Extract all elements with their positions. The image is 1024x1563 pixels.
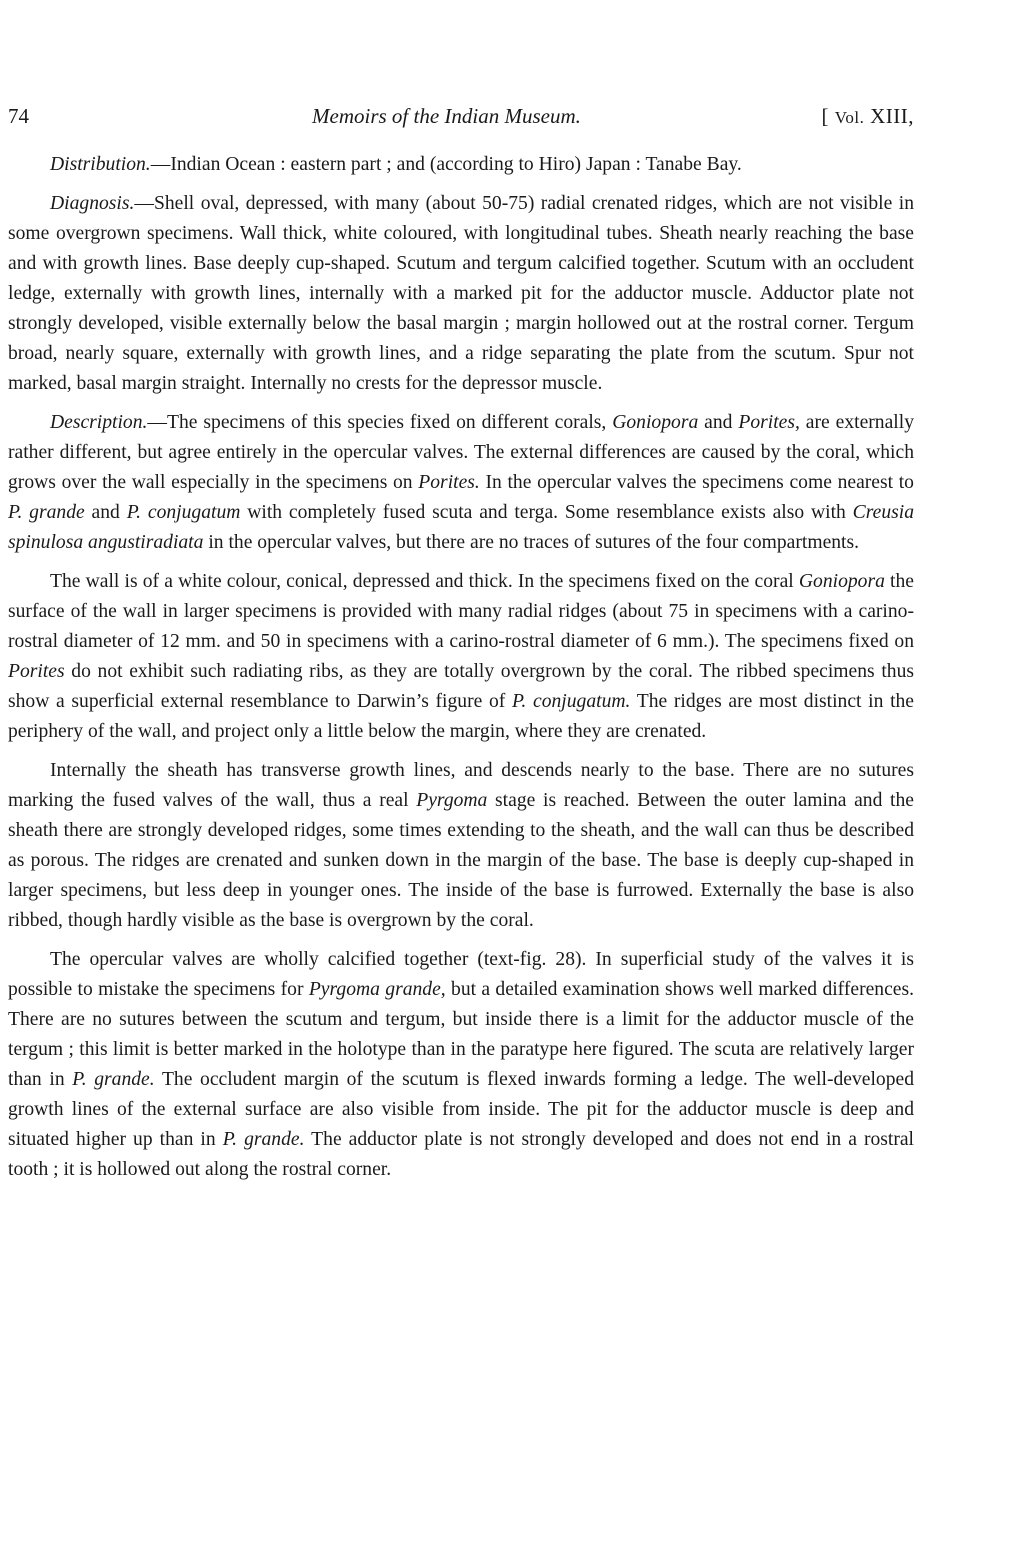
text-run: do not exhibit such radiating ribs, as they are totally overgrown by the coral. The ribbed specimens thus show a superficial external resemblance to Darwin’s figure of xyxy=(8,661,914,712)
page-number: 74 xyxy=(8,104,29,128)
taxon-name: Creusia spinulosa angustiradiata xyxy=(8,502,914,553)
text-run: stage is reached. Between the outer lamina and the sheath there are strongly developed ridges, some times extending to the sheath, and the wall can thus be described as porous. The ridges are crenated and sunken down in the margin of the base. The base is deeply cup-shaped in larger specimens, but less deep in younger ones. The inside of the base is furrowed. Externally the base is also ribbed, though hardly visible as the base is overgrown by the coral. xyxy=(8,790,914,931)
paragraph-distribution xyxy=(8,150,914,180)
text-run: with completely fused scuta and terga. Some resemblance exists also with xyxy=(240,502,853,523)
paragraph-diagnosis xyxy=(8,189,914,399)
text-run: In the opercular valves the specimens come nearest to xyxy=(479,472,914,493)
taxon-name: P. grande xyxy=(8,502,85,523)
text-run: and xyxy=(698,412,739,433)
paragraph-wall xyxy=(8,567,914,747)
diagnosis-text: —Shell oval, depressed, with many (about 50-75) radial crenated ridges, which are not visible in some overgrown specimens. Wall thick, white coloured, with longitudinal tubes. Sheath nearly reaching the base and with growth lines. Base deeply cup-shaped. Scutum and tergum calcified together. Scutum with an occludent ledge, externally with growth lines, internally with a marked pit for the adductor muscle. Adductor plate not strongly developed, visible externally below the basal margin ; margin hollowed out at the rostral corner. Tergum broad, nearly square, externally with growth lines, and a ridge separating the plate from the scutum. Spur not marked, basal margin straight. Internally no crests for the depressor muscle. xyxy=(8,193,914,394)
paragraph-description xyxy=(8,408,914,558)
running-header xyxy=(8,104,914,134)
taxon-name: P. grande. xyxy=(222,1129,305,1150)
heading-description: Description. xyxy=(50,412,148,433)
volume-label xyxy=(822,104,914,129)
article-body xyxy=(8,150,914,1194)
taxon-name: Porites xyxy=(8,661,65,682)
taxon-name: Pyrgoma xyxy=(416,790,488,811)
text-run: The ridges are most distinct in the periphery of the wall, and project only a little below the margin, where they are crenated. xyxy=(8,691,915,742)
text-run: and xyxy=(84,502,127,523)
text-run: Internally the sheath has transverse growth lines, and descends nearly to the base. There are no sutures marking the fused valves of the wall, thus a real xyxy=(8,760,914,811)
journal-title: Memoirs of the Indian Museum. xyxy=(312,104,581,128)
heading-diagnosis: Diagnosis. xyxy=(50,193,135,214)
distribution-text: —Indian Ocean : eastern part ; and (according to Hiro) Japan : Tanabe Bay. xyxy=(150,154,742,175)
paragraph-sheath xyxy=(8,756,914,936)
text-run: in the opercular valves, but there are no traces of sutures of the four compartments. xyxy=(203,532,860,553)
volume-number: XIII, xyxy=(864,104,914,128)
taxon-name: Goniopora xyxy=(612,412,699,433)
taxon-name: P. grande. xyxy=(72,1069,155,1090)
text-run: The occludent margin of the scutum is flexed inwards forming a ledge. The well-developed growth lines of the external surface are also visible from inside. The pit for the adductor muscle is deep and situated higher up than in xyxy=(8,1069,914,1150)
text-run: are externally rather different, but agree entirely in the opercular valves. The external differences are caused by the coral, which grows over the wall especially in the specimens on xyxy=(8,412,914,493)
paragraph-opercular xyxy=(8,945,914,1185)
taxon-name: Pyrgoma grande, xyxy=(308,979,446,1000)
taxon-name: Porites, xyxy=(738,412,800,433)
text-run: but a detailed examination shows well marked differences. There are no sutures between the scutum and tergum, but inside there is a limit for the adductor muscle of the tergum ; this limit is better marked in the holotype than in the paratype here figured. The scuta are relatively larger than in xyxy=(8,979,915,1090)
volume-bracket: [ xyxy=(821,104,835,128)
taxon-name: Porites. xyxy=(418,472,480,493)
text-run: The opercular valves are wholly calcified together (text-fig. 28). In superficial study of the valves it is possible to mistake the specimens for xyxy=(8,949,914,1000)
text-run: —The specimens of this species fixed on different corals, xyxy=(147,412,613,433)
text-run: The adductor plate is not strongly developed and does not end in a rostral tooth ; it is hollowed out along the rostral corner. xyxy=(8,1129,914,1180)
text-run: The wall is of a white colour, conical, depressed and thick. In the specimens fixed on the coral xyxy=(50,571,799,592)
taxon-name: P. conjugatum xyxy=(126,502,241,523)
volume-abbrev: Vol. xyxy=(834,108,865,127)
text-run: the surface of the wall in larger specimens is provided with many radial ridges (about 75 in specimens with a carino-rostral diameter of 12 mm. and 50 in specimens with a carino-rostral diameter of 6 mm.). The specimens fixed on xyxy=(8,571,914,652)
heading-distribution: Distribution. xyxy=(50,154,151,175)
taxon-name: P. conjugatum. xyxy=(511,691,631,712)
taxon-name: Goniopora xyxy=(798,571,885,592)
